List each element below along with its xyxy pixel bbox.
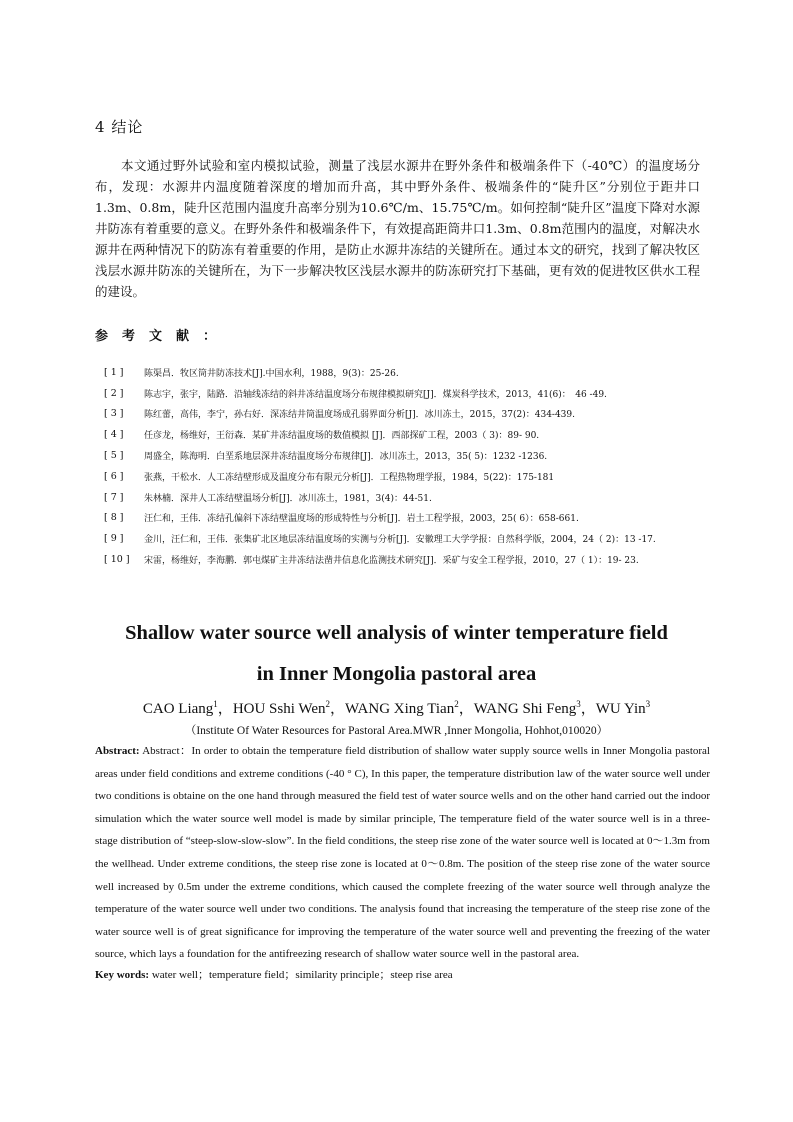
reference-item [104,445,724,466]
reference-item [104,466,724,487]
reference-text: 陈红蕾，高伟，李宁，孙右好．深冻结井筒温度场成孔弱界面分析[J]．冰川冻土，2015，37(2)：434-439. [144,410,575,421]
affiliation: （Institute Of Water Resources for Pastoral Area.MWR ,Inner Mongolia, Hohhot,010020） [184,725,609,737]
reference-item [104,383,724,404]
conclusion-paragraph: 本文通过野外试验和室内模拟试验，测量了浅层水源井在野外条件和极端条件下（-40℃）的温度场分布，发现：水源井内温度随着深度的增加而升高，其中野外条件、极端条件的“陡升区”分别位于距井口1.3m、0.8m，陡升区范围内温度升高率分别为10.6℃/m、15.75℃/m。如何控制“陡升区”温度下降对水源井防冻有着重要的意义。在野外条件和极端条件下，有效提高距筒井口1.3m、0.8m范围内的温度，对解决水源井在两种情况下的防冻有着重要的作用，是防止水源井冻结的关键所在。通过本文的研究，找到了解决牧区浅层水源井防冻的关键所在，为下一步解决牧区浅层水源井的防冻研究打下基础，更有效的促进牧区供水工程的建设。 [95,158,700,299]
section-title: 结论 [111,118,144,136]
author-separator: ， [217,701,233,717]
reference-number: [ 10 ] [104,554,130,566]
reference-number: [ 3 ] [104,408,124,420]
author-name: WANG Xing Tian [345,701,455,717]
author-name: CAO Liang [142,701,214,717]
author-name: HOU Sshi Wen [232,701,326,717]
reference-item [104,404,724,425]
abstract-label: Abstract: [95,745,140,757]
abstract-text: Abstract：In order to obtain the temperature field distribution of shallow water supply source wells in Inner Mongolia pastoral areas under field conditions and extreme conditions (-40 ° C), In this paper, the temperature distribution law of the water source well under two conditions is obtaine on the one hand through measured the field test of water source wells and on the other hand carried out the indoor simulation which the water source well model is made by similar principle, The temperature field of the water source well is in a three-stage distribution of “steep-slow-slow-slow”. In the field conditions, the steep rise zone of the water source well is located at 0～1.3m from the wellhead. Under extreme conditions, the steep rise zone is located at 0～0.8m. The position of the steep rise zone of the water source well increased by 0.5m under the extreme conditions, which caused the complete freezing of the water source well through analyze the temperature of the water source well under two conditions. The analysis found that increasing the temperature of the steep rise zone of the water source well is of great significance for improving the temperature of the water source well and preventing the freezing of the water source, which lays a foundation for the antifreezing research of shallow water source well in the pastoral area. [95,745,710,961]
author-name: WANG Shi Feng [473,701,577,717]
author-name: WU Yin [595,701,646,717]
keywords-text: water well；temperature field；similarity principle；steep rise area [151,969,453,981]
english-title-line2: in Inner Mongolia pastoral area [256,663,537,685]
reference-item [104,528,724,549]
reference-number: [ 9 ] [104,533,124,545]
reference-item [104,424,724,445]
section-heading [95,116,143,137]
reference-number: [ 8 ] [104,512,124,524]
author-separator: ， [330,701,346,717]
author-affiliation-mark: 1 [213,699,218,709]
reference-text: 陈渠昌．牧区筒井防冻技术[J].中国水利，1988，9(3)：25-26. [144,368,399,379]
author-list [0,697,793,718]
reference-number: [ 2 ] [104,387,124,399]
author-affiliation-mark: 3 [576,699,581,709]
references-heading: 参考文献： [95,329,231,344]
reference-number: [ 5 ] [104,450,124,462]
keywords-label: Key words: [95,969,150,981]
reference-text: 宋雷，杨维好，李海鹏．郭屯煤矿主井冻结法凿井信息化监测技术研究[J]．采矿与安全工程学报，2010，27（ 1）：19- 23. [144,556,639,567]
reference-number: [ 4 ] [104,429,124,441]
reference-text: 任彦龙，杨维好，王衍森．某矿井冻结温度场的数值模拟 [J]．西部探矿工程，2003（ 3)：89- 90. [144,431,540,442]
section-number: 4 [95,118,106,136]
reference-text: 张燕，干松水．人工冻结壁形成及温度分布有限元分析[J]．工程热物理学报，1984，5(22)：175-181 [144,472,555,483]
reference-text: 朱林楠．深井人工冻结壁温场分析[J]．冰川冻土，1981，3(4)：44-51. [144,493,432,504]
reference-number: [ 7 ] [104,491,124,503]
author-affiliation-mark: 2 [454,699,459,709]
reference-item [104,487,724,508]
english-title-line1: Shallow water source well analysis of winter temperature field [125,622,668,644]
reference-text: 陈志宇，张宇，陆路．沿轴线冻结的斜井冻结温度场分布规律模拟研究[J]．煤炭科学技术，2013，41(6)： 46 -49. [144,389,607,400]
reference-number: [ 1 ] [104,366,124,378]
reference-text: 金川，汪仁和，王伟．张集矿北区地层冻结温度场的实测与分析[J]．安徽理工大学学报：自然科学版，2004，24（ 2)：13 -17. [144,535,656,546]
author-affiliation-mark: 2 [325,699,331,709]
reference-text: 周盛全，陈海明．白垩系地层深井冻结温度场分布规律[J]．冰川冻土，2013，35( 5)：1232 -1236. [144,452,548,463]
author-separator: ， [580,701,596,717]
author-affiliation-mark: 3 [645,699,651,709]
reference-item [104,508,724,529]
reference-text: 汪仁和，王伟．冻结孔偏斜下冻结壁温度场的形成特性与分析[J]．岩土工程学报，2003，25( 6）：658-661. [144,514,579,525]
reference-item [104,549,724,570]
author-separator: ， [458,701,474,717]
reference-list [104,362,724,570]
keywords [95,966,710,982]
reference-item [104,362,724,383]
reference-number: [ 6 ] [104,470,124,482]
abstract [95,740,710,966]
